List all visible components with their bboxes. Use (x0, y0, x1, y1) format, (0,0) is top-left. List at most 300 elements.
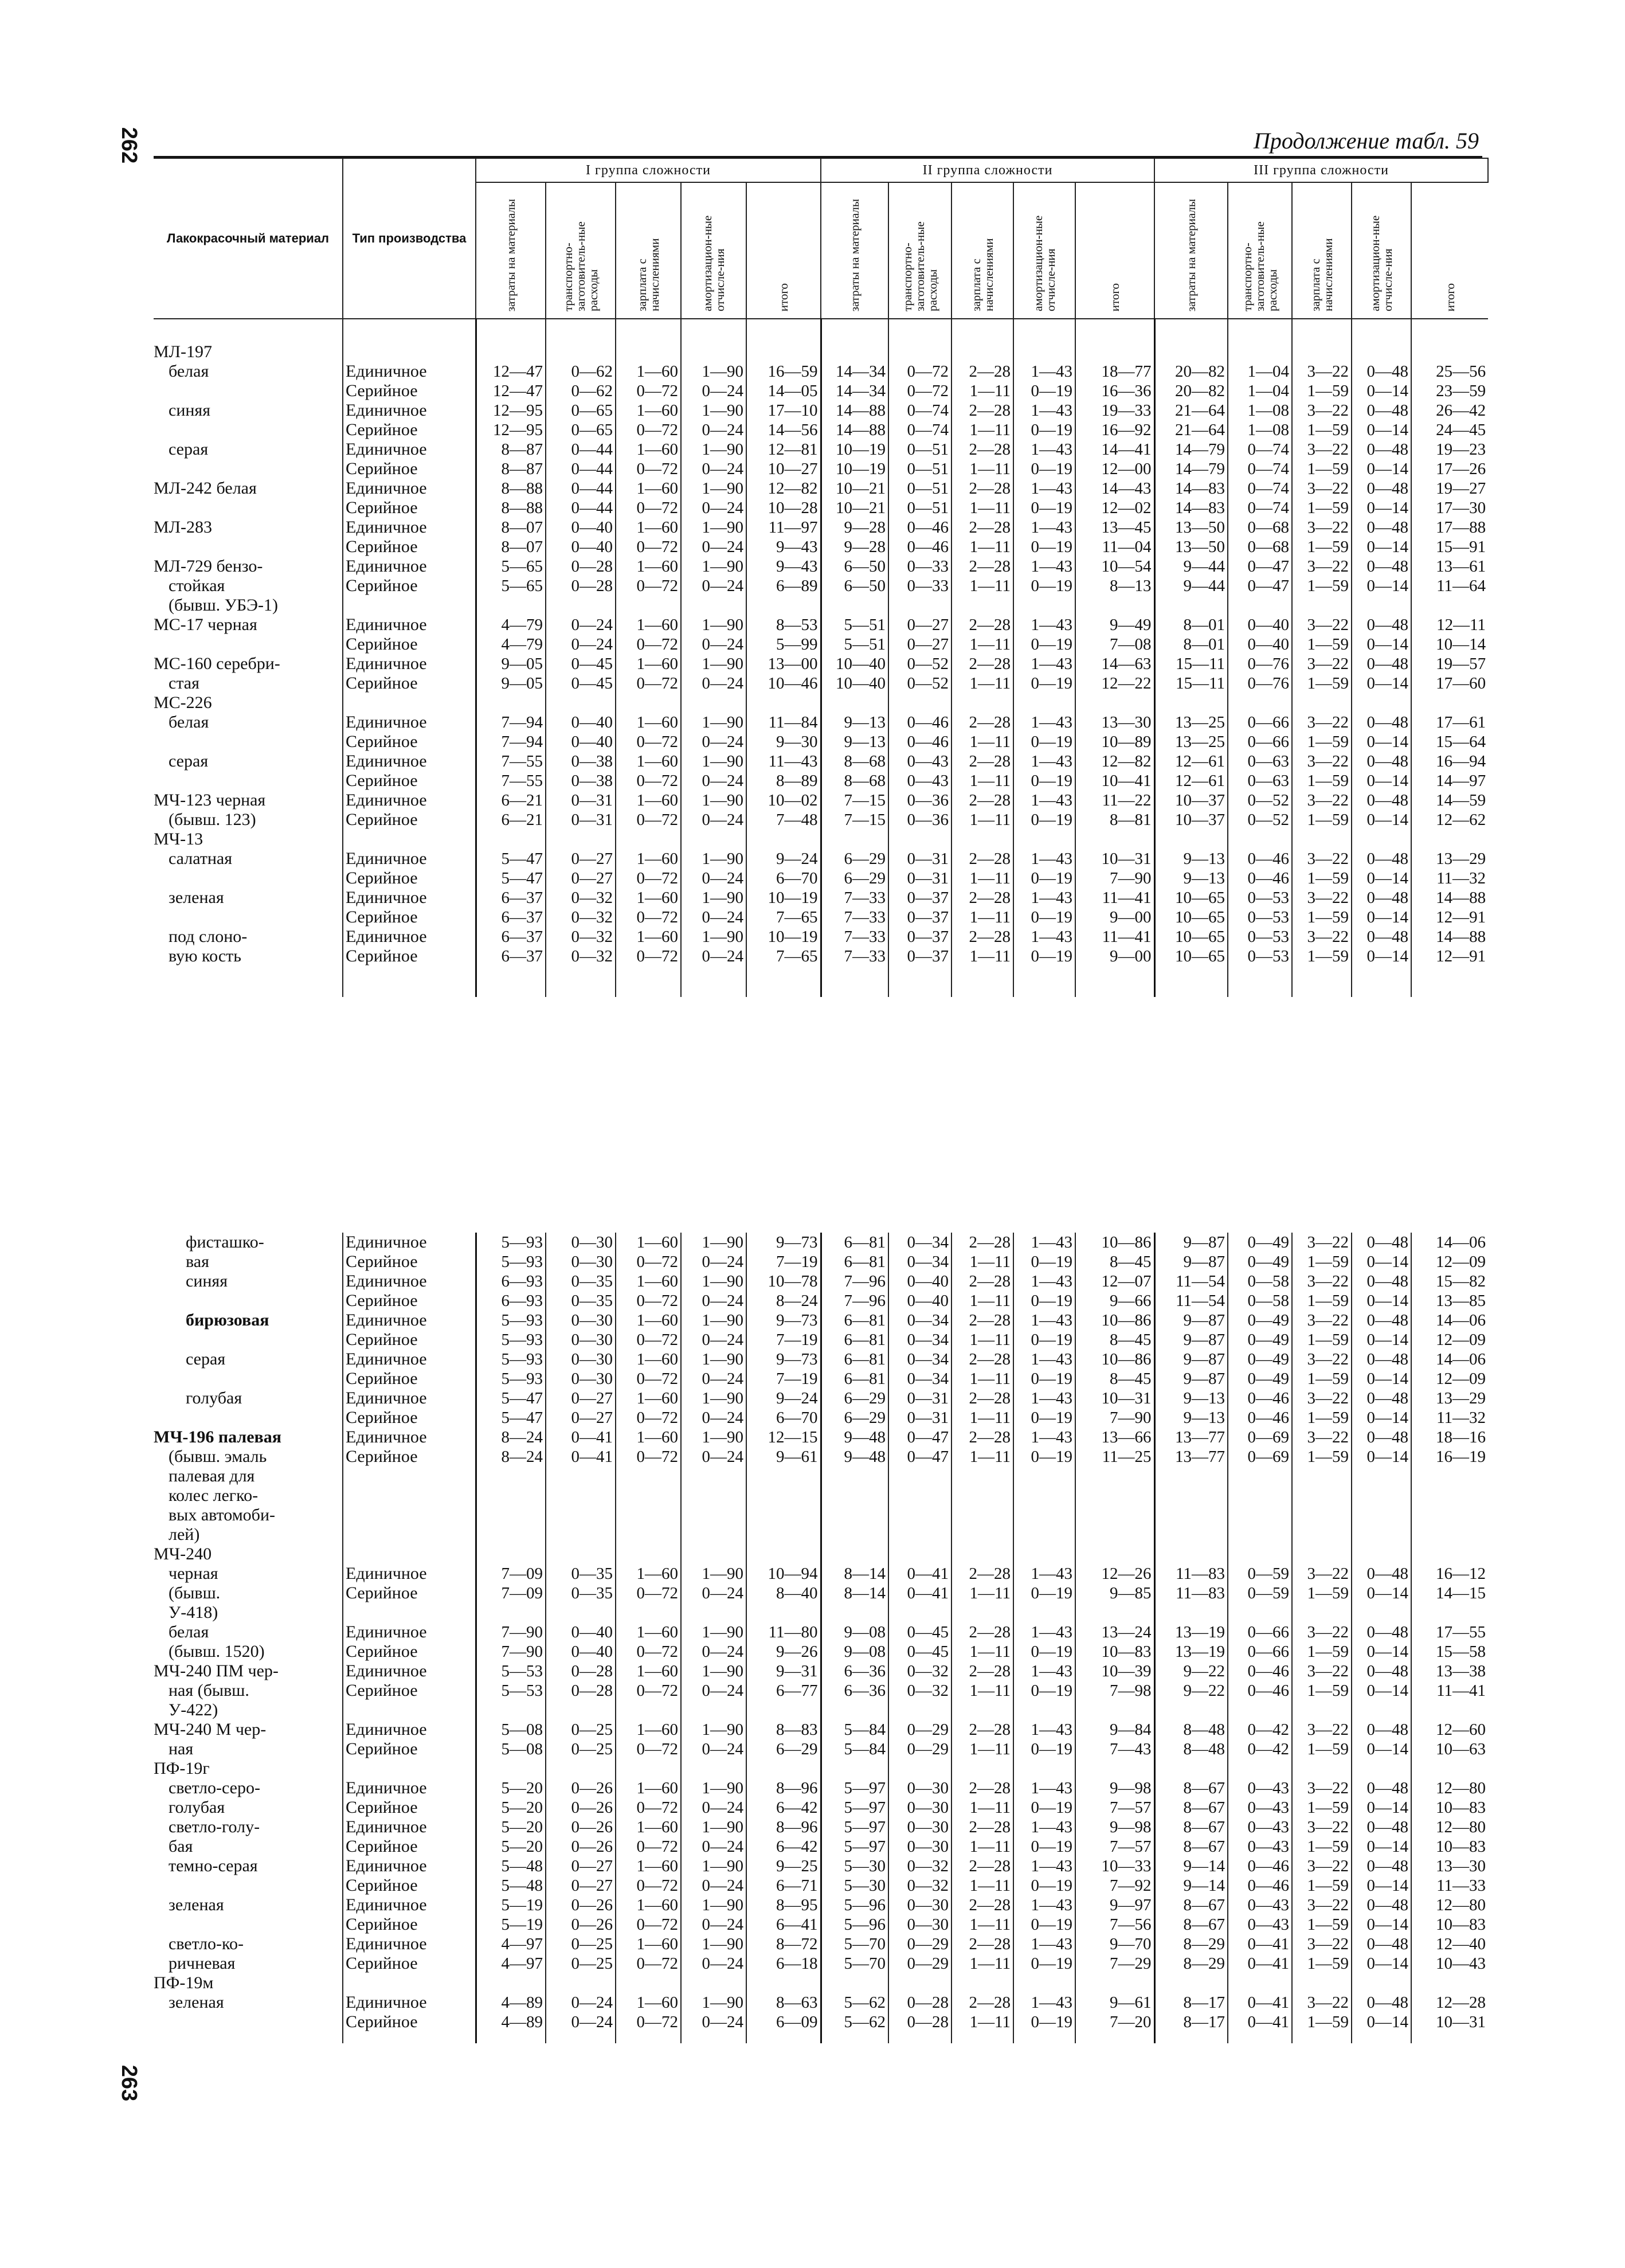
value-cell: 10—37 (1154, 791, 1228, 810)
material-cell (154, 1915, 343, 1934)
production-type-cell: Серийное (343, 1876, 476, 1895)
material-cell: вую кость (169, 947, 241, 965)
value-cell (681, 1603, 746, 1622)
value-cell (888, 1544, 951, 1564)
table-row (154, 908, 1488, 927)
material-cell (154, 2012, 343, 2032)
value-cell: 0—40 (546, 537, 616, 557)
value-cell: 5—84 (821, 1720, 888, 1739)
value-cell: 0—34 (888, 1350, 951, 1369)
value-cell: 0—14 (1352, 1369, 1411, 1389)
value-cell: 0—33 (888, 557, 951, 576)
value-cell (1292, 342, 1352, 362)
value-cell (1411, 1759, 1488, 1778)
value-cell: 0—19 (1013, 810, 1075, 830)
value-cell (681, 596, 746, 615)
value-cell (821, 1486, 888, 1506)
value-cell: 2—28 (951, 1720, 1013, 1739)
value-cell: 2—28 (951, 791, 1013, 810)
value-cell: 13—66 (1075, 1428, 1154, 1447)
value-cell: 0—48 (1352, 1817, 1411, 1837)
value-cell: 5—96 (821, 1895, 888, 1915)
value-cell: 15—58 (1411, 1642, 1488, 1661)
production-type-cell: Единичное (343, 440, 476, 459)
value-cell: 0—24 (681, 635, 746, 654)
value-cell: 0—31 (888, 1408, 951, 1428)
material-cell: МЧ-240 М чер- (154, 1720, 267, 1739)
table-row (154, 1993, 1488, 2012)
value-cell: 13—19 (1154, 1622, 1228, 1642)
value-cell: 8—96 (746, 1817, 821, 1837)
value-cell: 0—24 (681, 1915, 746, 1934)
value-cell: 2—28 (951, 1428, 1013, 1447)
material-cell (154, 1876, 343, 1895)
value-cell: 11—97 (746, 518, 821, 537)
production-type-cell: Единичное (343, 1661, 476, 1681)
production-type-cell: Единичное (343, 888, 476, 908)
production-type-cell: Серийное (343, 771, 476, 791)
value-cell: 1—60 (616, 440, 681, 459)
value-cell (1154, 1506, 1228, 1525)
value-cell: 1—11 (951, 1583, 1013, 1603)
value-cell: 0—24 (681, 1252, 746, 1272)
value-cell (616, 693, 681, 713)
value-cell: 0—72 (616, 537, 681, 557)
value-cell (681, 1486, 746, 1506)
value-cell: 12—09 (1411, 1252, 1488, 1272)
value-cell (616, 1525, 681, 1544)
value-cell (1411, 1603, 1488, 1622)
value-cell: 20—82 (1154, 362, 1228, 381)
value-cell: 1—11 (951, 1876, 1013, 1895)
value-cell: 0—51 (888, 459, 951, 479)
value-cell: 0—76 (1228, 654, 1292, 674)
value-cell (1352, 1525, 1411, 1544)
material-cell: МЧ-13 (154, 830, 203, 848)
value-cell: 0—72 (616, 1681, 681, 1700)
value-cell: 5—70 (821, 1954, 888, 1973)
value-cell (888, 596, 951, 615)
value-cell: 7—55 (476, 752, 546, 771)
value-cell: 0—19 (1013, 908, 1075, 927)
value-cell: 2—28 (951, 1272, 1013, 1291)
value-cell: 1—60 (616, 791, 681, 810)
value-cell: 1—60 (616, 401, 681, 420)
value-cell: 7—33 (821, 908, 888, 927)
value-cell (546, 596, 616, 615)
value-cell: 0—14 (1352, 674, 1411, 693)
value-cell: 0—46 (1228, 1389, 1292, 1408)
value-cell: 1—60 (616, 1856, 681, 1876)
value-cell (1352, 1700, 1411, 1720)
subheader-g3-depreciation: амортизацион-ные отчисле-ния (1352, 182, 1411, 319)
value-cell (951, 1700, 1013, 1720)
material-cell (154, 1369, 343, 1389)
value-cell: 0—14 (1352, 1837, 1411, 1856)
value-cell: 1—60 (616, 888, 681, 908)
value-cell: 0—24 (681, 1681, 746, 1700)
value-cell (1075, 1603, 1154, 1622)
value-cell: 5—48 (476, 1876, 546, 1895)
value-cell: 12—82 (1075, 752, 1154, 771)
production-type-cell (343, 1544, 476, 1564)
value-cell: 7—90 (1075, 869, 1154, 888)
value-cell: 1—04 (1228, 362, 1292, 381)
value-cell: 17—30 (1411, 498, 1488, 518)
value-cell: 1—43 (1013, 1272, 1075, 1291)
value-cell: 1—59 (1292, 1252, 1352, 1272)
value-cell: 10—89 (1075, 732, 1154, 752)
value-cell: 13—77 (1154, 1428, 1228, 1447)
value-cell: 0—30 (888, 1895, 951, 1915)
value-cell: 1—11 (951, 381, 1013, 401)
table-row (154, 420, 1488, 440)
value-cell: 12—07 (1075, 1272, 1154, 1291)
value-cell: 0—24 (681, 381, 746, 401)
value-cell: 0—24 (681, 576, 746, 596)
value-cell: 9—13 (821, 732, 888, 752)
value-cell: 1—43 (1013, 557, 1075, 576)
value-cell: 0—53 (1228, 908, 1292, 927)
value-cell: 6—36 (821, 1661, 888, 1681)
value-cell: 8—68 (821, 771, 888, 791)
value-cell: 4—79 (476, 635, 546, 654)
value-cell: 3—22 (1292, 1856, 1352, 1876)
value-cell: 0—72 (616, 1876, 681, 1895)
value-cell: 10—14 (1411, 635, 1488, 654)
value-cell: 2—28 (951, 1934, 1013, 1954)
value-cell: 0—43 (1228, 1837, 1292, 1856)
value-cell: 0—19 (1013, 771, 1075, 791)
value-cell: 0—37 (888, 908, 951, 927)
table-row (154, 1350, 1488, 1369)
value-cell: 0—24 (681, 810, 746, 830)
table-row (154, 1739, 1488, 1759)
value-cell (888, 342, 951, 362)
table-row (154, 1700, 1488, 1720)
material-cell: темно-серая (169, 1856, 258, 1875)
value-cell: 0—48 (1352, 1428, 1411, 1447)
value-cell: 10—65 (1154, 908, 1228, 927)
table-body-part1 (154, 319, 1488, 997)
value-cell: 1—60 (616, 1778, 681, 1798)
continuation-caption: Продолжение табл. 59 (1253, 128, 1479, 154)
value-cell (1292, 596, 1352, 615)
subheader-g1-total: итого (746, 182, 821, 319)
value-cell: 0—14 (1352, 1739, 1411, 1759)
value-cell: 0—26 (546, 1778, 616, 1798)
value-cell: 0—47 (888, 1447, 951, 1467)
value-cell: 14—06 (1411, 1311, 1488, 1330)
value-cell: 3—22 (1292, 615, 1352, 635)
value-cell: 0—27 (888, 615, 951, 635)
value-cell: 9—00 (1075, 947, 1154, 966)
production-type-cell: Серийное (343, 498, 476, 518)
value-cell: 7—15 (821, 791, 888, 810)
value-cell (616, 1486, 681, 1506)
value-cell: 5—93 (476, 1252, 546, 1272)
value-cell: 1—43 (1013, 654, 1075, 674)
value-cell: 0—45 (546, 654, 616, 674)
value-cell: 0—72 (616, 2012, 681, 2032)
value-cell: 0—41 (888, 1564, 951, 1583)
value-cell: 10—19 (746, 888, 821, 908)
value-cell: 7—94 (476, 732, 546, 752)
value-cell (476, 342, 546, 362)
value-cell (1292, 1525, 1352, 1544)
value-cell: 1—43 (1013, 1856, 1075, 1876)
production-type-cell: Единичное (343, 1993, 476, 2012)
value-cell: 0—34 (888, 1233, 951, 1252)
value-cell: 5—65 (476, 576, 546, 596)
value-cell: 1—59 (1292, 1915, 1352, 1934)
value-cell: 5—93 (476, 1233, 546, 1252)
value-cell: 0—19 (1013, 1642, 1075, 1661)
value-cell: 17—10 (746, 401, 821, 420)
value-cell: 13—38 (1411, 1661, 1488, 1681)
value-cell: 6—70 (746, 1408, 821, 1428)
production-type-cell: Единичное (343, 518, 476, 537)
value-cell: 13—25 (1154, 713, 1228, 732)
value-cell: 0—68 (1228, 518, 1292, 537)
subheader-g2-salary: зарплата с начислениями (951, 182, 1013, 319)
value-cell: 3—22 (1292, 1272, 1352, 1291)
value-cell: 0—25 (546, 1954, 616, 1973)
table-row (154, 1428, 1488, 1447)
value-cell: 7—19 (746, 1369, 821, 1389)
table-row (154, 1583, 1488, 1603)
value-cell: 19—23 (1411, 440, 1488, 459)
value-cell: 1—90 (681, 1389, 746, 1408)
value-cell: 2—28 (951, 654, 1013, 674)
value-cell: 1—90 (681, 401, 746, 420)
value-cell: 0—19 (1013, 1583, 1075, 1603)
value-cell: 8—17 (1154, 1993, 1228, 2012)
value-cell (1013, 1544, 1075, 1564)
production-type-cell: Единичное (343, 362, 476, 381)
value-cell (1411, 596, 1488, 615)
value-cell (746, 830, 821, 849)
value-cell: 2—28 (951, 1622, 1013, 1642)
value-cell (1228, 1544, 1292, 1564)
value-cell: 8—67 (1154, 1778, 1228, 1798)
value-cell: 5—84 (821, 1739, 888, 1759)
value-cell: 0—19 (1013, 1954, 1075, 1973)
table-row (154, 459, 1488, 479)
material-cell (154, 908, 343, 927)
production-type-cell: Единичное (343, 401, 476, 420)
value-cell: 0—30 (546, 1350, 616, 1369)
value-cell (821, 1603, 888, 1622)
value-cell: 0—52 (888, 654, 951, 674)
value-cell: 5—20 (476, 1837, 546, 1856)
value-cell: 1—11 (951, 1798, 1013, 1817)
value-cell: 3—22 (1292, 1720, 1352, 1739)
value-cell: 0—14 (1352, 2012, 1411, 2032)
value-cell: 1—59 (1292, 459, 1352, 479)
value-cell: 2—28 (951, 1564, 1013, 1583)
value-cell: 0—19 (1013, 1408, 1075, 1428)
subheader-g2-materials: затраты на материалы (821, 182, 888, 319)
value-cell: 13—19 (1154, 1642, 1228, 1661)
value-cell: 0—46 (888, 537, 951, 557)
value-cell (1013, 342, 1075, 362)
value-cell (681, 830, 746, 849)
material-cell (154, 420, 343, 440)
value-cell: 8—48 (1154, 1720, 1228, 1739)
value-cell: 0—72 (616, 1369, 681, 1389)
value-cell: 10—83 (1411, 1837, 1488, 1856)
value-cell: 16—94 (1411, 752, 1488, 771)
value-cell: 2—28 (951, 849, 1013, 869)
value-cell: 6—93 (476, 1291, 546, 1311)
value-cell: 12—91 (1411, 908, 1488, 927)
value-cell: 1—43 (1013, 1311, 1075, 1330)
material-cell: зеленая (169, 1895, 224, 1914)
value-cell: 0—51 (888, 479, 951, 498)
value-cell: 1—59 (1292, 732, 1352, 752)
value-cell: 9—43 (746, 557, 821, 576)
table-row (154, 1934, 1488, 1954)
value-cell: 0—48 (1352, 440, 1411, 459)
production-type-cell: Единичное (343, 927, 476, 947)
value-cell (616, 1603, 681, 1622)
value-cell: 8—67 (1154, 1817, 1228, 1837)
value-cell: 15—64 (1411, 732, 1488, 752)
value-cell: 9—44 (1154, 576, 1228, 596)
value-cell: 14—79 (1154, 459, 1228, 479)
value-cell: 14—59 (1411, 791, 1488, 810)
value-cell: 2—28 (951, 1389, 1013, 1408)
value-cell: 7—90 (476, 1622, 546, 1642)
value-cell: 6—29 (821, 849, 888, 869)
value-cell: 0—48 (1352, 479, 1411, 498)
value-cell: 0—30 (546, 1311, 616, 1330)
value-cell (951, 596, 1013, 615)
subheader-g1-salary: зарплата с начислениями (616, 182, 681, 319)
value-cell (616, 1467, 681, 1486)
value-cell: 0—48 (1352, 557, 1411, 576)
value-cell: 2—28 (951, 615, 1013, 635)
material-cell: (бывш. 1520) (169, 1642, 265, 1661)
value-cell: 11—33 (1411, 1876, 1488, 1895)
value-cell: 6—42 (746, 1798, 821, 1817)
value-cell: 14—56 (746, 420, 821, 440)
value-cell: 8—29 (1154, 1954, 1228, 1973)
value-cell: 4—89 (476, 1993, 546, 2012)
value-cell: 6—50 (821, 576, 888, 596)
value-cell (1352, 693, 1411, 713)
material-cell: МЧ-240 (154, 1544, 212, 1563)
table-row (154, 869, 1488, 888)
value-cell: 1—11 (951, 1447, 1013, 1467)
value-cell (1075, 596, 1154, 615)
value-cell: 1—60 (616, 518, 681, 537)
value-cell: 7—65 (746, 947, 821, 966)
value-cell: 12—15 (746, 1428, 821, 1447)
value-cell: 10—65 (1154, 888, 1228, 908)
value-cell (1411, 1973, 1488, 1993)
value-cell: 1—60 (616, 927, 681, 947)
value-cell: 0—19 (1013, 635, 1075, 654)
production-type-cell (343, 1973, 476, 1993)
value-cell: 0—24 (681, 947, 746, 966)
value-cell: 3—22 (1292, 1778, 1352, 1798)
value-cell: 1—59 (1292, 674, 1352, 693)
value-cell: 7—20 (1075, 2012, 1154, 2032)
production-type-cell: Единичное (343, 1272, 476, 1291)
value-cell: 9—85 (1075, 1583, 1154, 1603)
value-cell: 0—32 (546, 908, 616, 927)
subheader-g3-salary: зарплата с начислениями (1292, 182, 1352, 319)
value-cell: 1—59 (1292, 810, 1352, 830)
value-cell: 8—45 (1075, 1369, 1154, 1389)
table-row (154, 927, 1488, 947)
value-cell (681, 1973, 746, 1993)
value-cell: 0—72 (616, 908, 681, 927)
value-cell: 0—14 (1352, 947, 1411, 966)
value-cell: 12—80 (1411, 1817, 1488, 1837)
value-cell (951, 1759, 1013, 1778)
value-cell (1154, 342, 1228, 362)
value-cell: 0—46 (1228, 1876, 1292, 1895)
column-header-material: Лакокрасочный материал (154, 158, 343, 319)
value-cell: 1—59 (1292, 498, 1352, 518)
value-cell: 8—24 (476, 1447, 546, 1467)
table-row (154, 947, 1488, 966)
value-cell: 0—14 (1352, 1408, 1411, 1428)
value-cell: 3—22 (1292, 1233, 1352, 1252)
table-row (154, 1506, 1488, 1525)
subheader-g2-total: итого (1075, 182, 1154, 319)
value-cell (616, 1506, 681, 1525)
value-cell: 0—41 (1228, 2012, 1292, 2032)
value-cell: 0—48 (1352, 791, 1411, 810)
value-cell: 0—24 (546, 2012, 616, 2032)
value-cell: 0—28 (888, 1993, 951, 2012)
value-cell: 0—48 (1352, 1233, 1411, 1252)
value-cell: 9—13 (1154, 1408, 1228, 1428)
value-cell: 6—81 (821, 1311, 888, 1330)
value-cell: 0—24 (546, 1993, 616, 2012)
value-cell: 0—46 (1228, 1661, 1292, 1681)
value-cell: 0—19 (1013, 947, 1075, 966)
value-cell: 1—90 (681, 440, 746, 459)
value-cell: 0—35 (546, 1272, 616, 1291)
material-cell (154, 537, 343, 557)
value-cell: 8—24 (476, 1428, 546, 1447)
value-cell: 0—27 (546, 1408, 616, 1428)
value-cell: 2—28 (951, 888, 1013, 908)
value-cell: 0—33 (888, 576, 951, 596)
value-cell (1075, 1467, 1154, 1486)
value-cell: 0—49 (1228, 1330, 1292, 1350)
value-cell: 0—24 (681, 1330, 746, 1350)
value-cell: 0—46 (1228, 1408, 1292, 1428)
value-cell: 0—72 (616, 1954, 681, 1973)
value-cell: 8—53 (746, 615, 821, 635)
value-cell (1352, 1973, 1411, 1993)
value-cell: 0—63 (1228, 771, 1292, 791)
value-cell: 13—50 (1154, 537, 1228, 557)
value-cell: 12—61 (1154, 752, 1228, 771)
value-cell: 0—40 (1228, 615, 1292, 635)
production-type-cell: Единичное (343, 557, 476, 576)
table-row (154, 752, 1488, 771)
value-cell (1352, 830, 1411, 849)
value-cell: 10—19 (746, 927, 821, 947)
value-cell (951, 1506, 1013, 1525)
